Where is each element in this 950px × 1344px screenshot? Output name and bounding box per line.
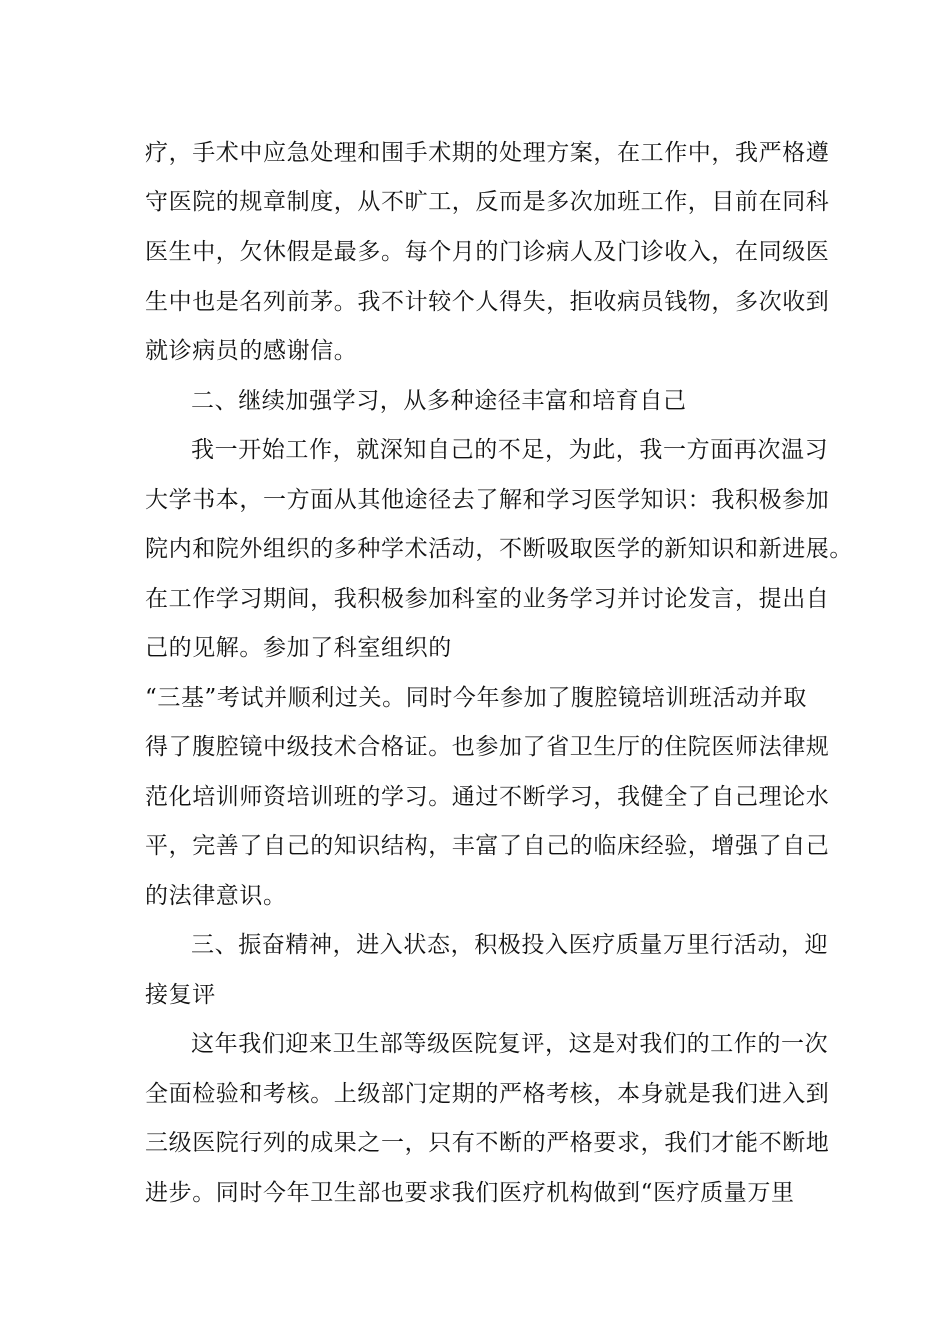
text-line: 就诊病员的感谢信。 bbox=[145, 338, 358, 364]
section-heading: 三、振奋精神，进入状态，积极投入医疗质量万里行活动，迎 bbox=[191, 932, 829, 958]
text-line: 这年我们迎来卫生部等级医院复评，这是对我们的工作的一次 bbox=[191, 1031, 829, 1057]
section-heading-continued: 接复评 bbox=[145, 982, 216, 1008]
text-line: 的法律意识。 bbox=[145, 883, 287, 909]
text-line: 医生中，欠休假是最多。每个月的门诊病人及门诊收入，在同级医 bbox=[145, 239, 830, 265]
text-line: 疗，手术中应急处理和围手术期的处理方案，在工作中，我严格遵 bbox=[145, 140, 830, 166]
text-line: 范化培训师资培训班的学习。通过不断学习，我健全了自己理论水 bbox=[145, 784, 830, 810]
text-line: 进步。同时今年卫生部也要求我们医疗机构做到“医疗质量万里 bbox=[145, 1180, 795, 1206]
text-line: 守医院的规章制度，从不旷工，反而是多次加班工作，目前在同科 bbox=[145, 189, 830, 215]
text-line: 己的见解。参加了科室组织的 bbox=[145, 635, 452, 661]
text-line: 三级医院行列的成果之一，只有不断的严格要求，我们才能不断地 bbox=[145, 1130, 830, 1156]
text-line: 院内和院外组织的多种学术活动，不断吸取医学的新知识和新进展。 bbox=[145, 536, 853, 562]
text-line: 全面检验和考核。上级部门定期的严格考核，本身就是我们进入到 bbox=[145, 1081, 830, 1107]
text-line: “三基”考试并顺利过关。同时今年参加了腹腔镜培训班活动并取 bbox=[145, 685, 807, 711]
text-line: 大学书本，一方面从其他途径去了解和学习医学知识：我积极参加 bbox=[145, 487, 830, 513]
text-line: 我一开始工作，就深知自己的不足，为此，我一方面再次温习 bbox=[191, 437, 829, 463]
text-line: 在工作学习期间，我积极参加科室的业务学习并讨论发言，提出自 bbox=[145, 586, 830, 612]
text-line: 平，完善了自己的知识结构，丰富了自己的临床经验，增强了自己 bbox=[145, 833, 830, 859]
section-heading: 二、继续加强学习，从多种途径丰富和培育自己 bbox=[191, 388, 687, 414]
text-line: 得了腹腔镜中级技术合格证。也参加了省卫生厅的住院医师法律规 bbox=[145, 734, 830, 760]
text-line: 生中也是名列前茅。我不计较个人得失，拒收病员钱物，多次收到 bbox=[145, 289, 830, 315]
